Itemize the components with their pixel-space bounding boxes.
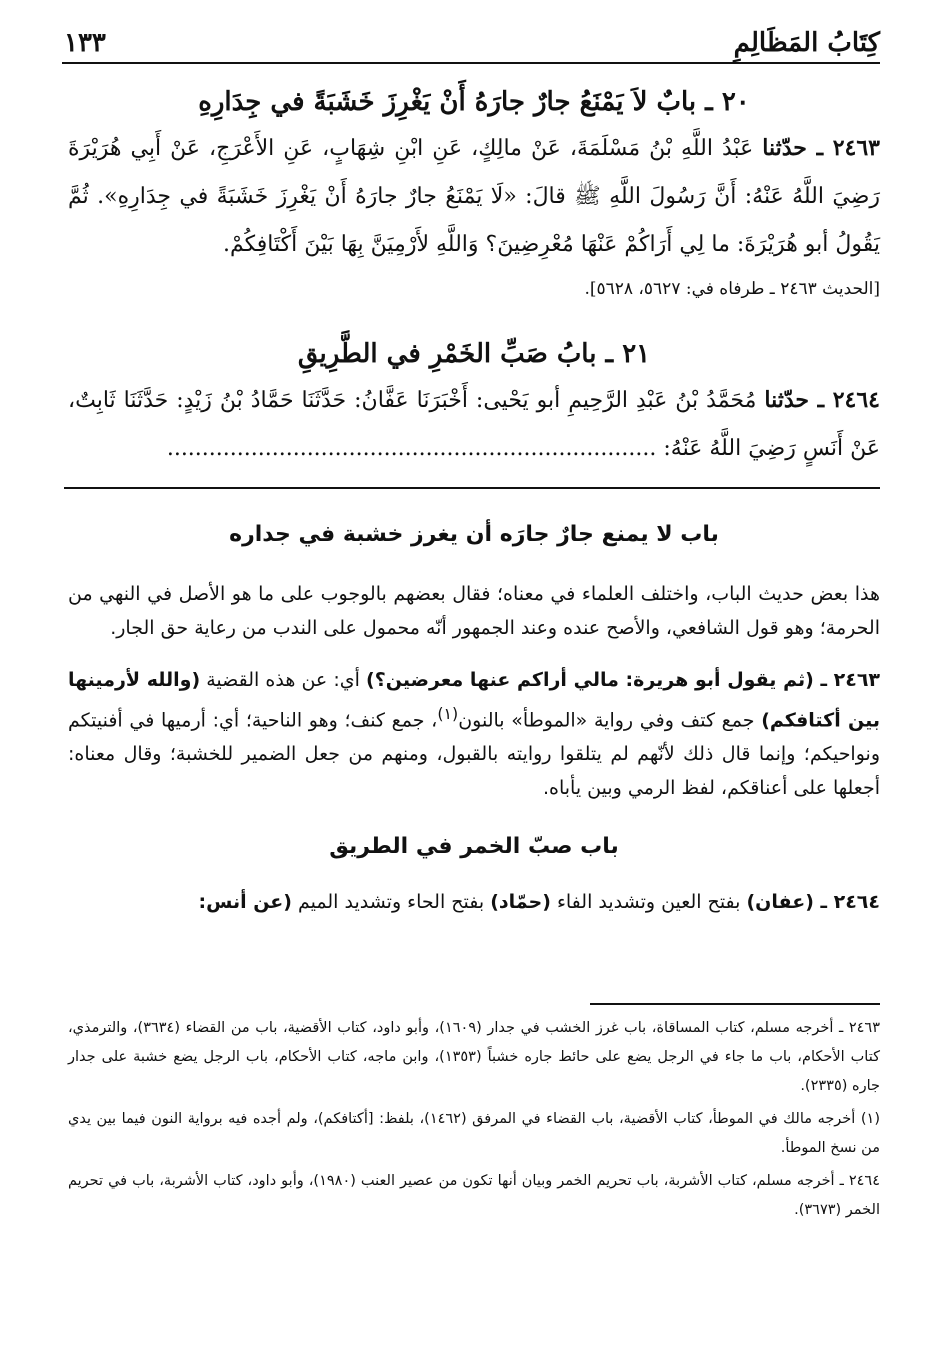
hadith-2464-ellipsis: ...................................................................... <box>166 436 657 461</box>
book-title: كِتَابُ المَظَالِمِ <box>733 28 880 58</box>
matn-sharh-divider <box>64 487 880 489</box>
footnote-text: أخرجه مالك في الموطأ، كتاب الأقضية، باب القضاء في المرفق (١٤٦٢)، بلفظ: [أكتافكم)، ولم أجده فيه برواية النون فيما بين يدي من نسخ الموطأ. <box>68 1111 880 1156</box>
bab-21-heading: ٢١ ـ بابُ صَبِّ الخَمْرِ في الطَّرِيقِ <box>297 339 651 369</box>
footnote-2463 <box>68 1014 880 1101</box>
header-divider <box>62 62 880 64</box>
footnote-text: أخرجه مسلم، كتاب المساقاة، باب غرز الخشب في جدار (١٦٠٩)، وأبو داود، كتاب الأقضية، باب من القضاء (٣٦٣٤)، والترمذي، كتاب الأحكام، باب ما جاء في الرجل يضع على حائط جاره خشباً (١٣٥٣)، وابن ماجه، كتاب الأحكام، باب الرجل يضع خشبة على جدار جاره (٢٣٣٥). <box>68 1020 880 1094</box>
commentary-paragraph-3 <box>68 885 880 919</box>
bab-21-section <box>68 332 880 473</box>
hadith-2464-number: ٢٤٦٤ ـ حدّثنا <box>764 387 880 413</box>
footnotes <box>68 1014 880 1229</box>
commentary-2463-lead: ٢٤٦٣ ـ (ثم يقول أبو هريرة: مالي أراكم عنها معرضين؟) <box>366 669 881 691</box>
page-number: ١٣٣ <box>64 28 106 58</box>
footnote-divider <box>590 1003 880 1005</box>
hadith-2464 <box>68 376 880 473</box>
commentary-paragraph-2 <box>68 663 880 805</box>
hadith-2463-number: ٢٤٦٣ ـ حدّثنا <box>762 135 880 161</box>
running-header <box>64 22 880 62</box>
footnote-text: أخرجه مسلم، كتاب الأشربة، باب تحريم الخمر وبيان أنها تكون من عصير العنب (١٩٨٠)، وأبو داود، كتاب الأشربة، باب في تحريم الخمر (٣٦٧٣). <box>68 1173 880 1218</box>
commentary-2463-text-c: ، جمع كنف؛ وهو الناحية؛ أي: أرميها في أفنيتكم ونواحيكم؛ وإنما قال ذلك لأنّهم لم يتلقوا روايته بالقبول، ومنهم من جعل الضمير للخشبة؛ وقال معناه: أجعلها على أعناقكم، لفظ الرمي وبين يأباه. <box>68 709 880 800</box>
commentary-section <box>68 515 880 919</box>
footnote-label: ٢٤٦٤ ـ <box>839 1173 881 1189</box>
bab-20-section <box>68 80 880 309</box>
commentary-2464-anas: (عن أنس: <box>198 891 292 914</box>
commentary-2464-text-a: بفتح العين وتشديد الفاء <box>556 891 741 914</box>
commentary-2464-hammad: (حمّاد) <box>490 891 551 914</box>
commentary-2464-text-b: بفتح الحاء وتشديد الميم <box>298 891 485 914</box>
commentary-2464-lead: ٢٤٦٤ ـ (عفان) <box>746 891 880 914</box>
footnote-label: (١) <box>860 1111 880 1127</box>
hadith-2463-reference: [الحديث ٢٤٦٣ ـ طرفاه في: ٥٦٢٧، ٥٦٢٨]. <box>584 279 880 299</box>
commentary-2463-quote: (والله لأرمينها بين أكتافكم) <box>68 669 880 732</box>
hadith-2463 <box>68 124 880 269</box>
commentary-paragraph-1: هذا بعض حديث الباب، واختلف العلماء في معناه؛ فقال بعضهم بالوجوب على ما هو الأصل في النهي من الحرمة؛ وهو قول الشافعي، والأصح عنده وعند الجمهور أنّه محمول على الندب من رعاية حق الجار. <box>68 583 880 639</box>
hadith-2464-text: مُحَمَّدُ بْنُ عَبْدِ الرَّحِيمِ أبو يَحْيى: أَخْبَرَنَا عَفَّانُ: حَدَّثَنَا حَمَّادُ بْنُ زَيْدٍ: حَدَّثَنَا ثَابِتٌ، عَنْ أَنَسٍ رَضِيَ اللَّهُ عَنْهُ: <box>68 388 880 461</box>
hadith-2463-text: عَبْدُ اللَّهِ بْنُ مَسْلَمَةَ، عَنْ مالِكٍ، عَنِ ابْنِ شِهَابٍ، عَنِ الأَعْرَجِ، عَنْ أَبِي هُرَيْرَةَ رَضِيَ اللَّهُ عَنْهُ: أَنَّ رَسُولَ اللَّهِ ﷺ قالَ: «لَا يَمْنَعُ جارٌ جارَهُ أَنْ يَغْرِزَ خَشَبَةً في جِدَارِهِ». ثُمَّ يَقُولُ أبو هُرَيْرَةَ: ما لِي أَرَاكُمْ عَنْهَا مُعْرِضِينَ؟ وَاللَّهِ لأَرْمِيَنَّ بِهَا بَيْنَ أَكْتَافِكُمْ. <box>68 136 880 257</box>
commentary-heading-bab-20: باب لا يمنع جارٌ جارَه أن يغرز خشبة في جداره <box>229 522 719 547</box>
footnote-marker: (١) <box>437 704 459 723</box>
commentary-2463-text-a: أي: عن هذه القضية <box>206 669 360 691</box>
bab-20-heading: ٢٠ ـ بابٌ لاَ يَمْنَعُ جارٌ جارَهُ أَنْ يَغْرِزَ خَشَبَةً في جِدَارِهِ <box>198 87 750 117</box>
footnote-2464 <box>68 1167 880 1225</box>
footnote-1 <box>68 1105 880 1163</box>
commentary-heading-bab-21: باب صبّ الخمر في الطريق <box>329 834 619 860</box>
footnote-label: ٢٤٦٣ ـ <box>838 1020 880 1036</box>
commentary-2463-text-b: جمع كتف وفي رواية «الموطأ» بالنون <box>458 709 755 732</box>
